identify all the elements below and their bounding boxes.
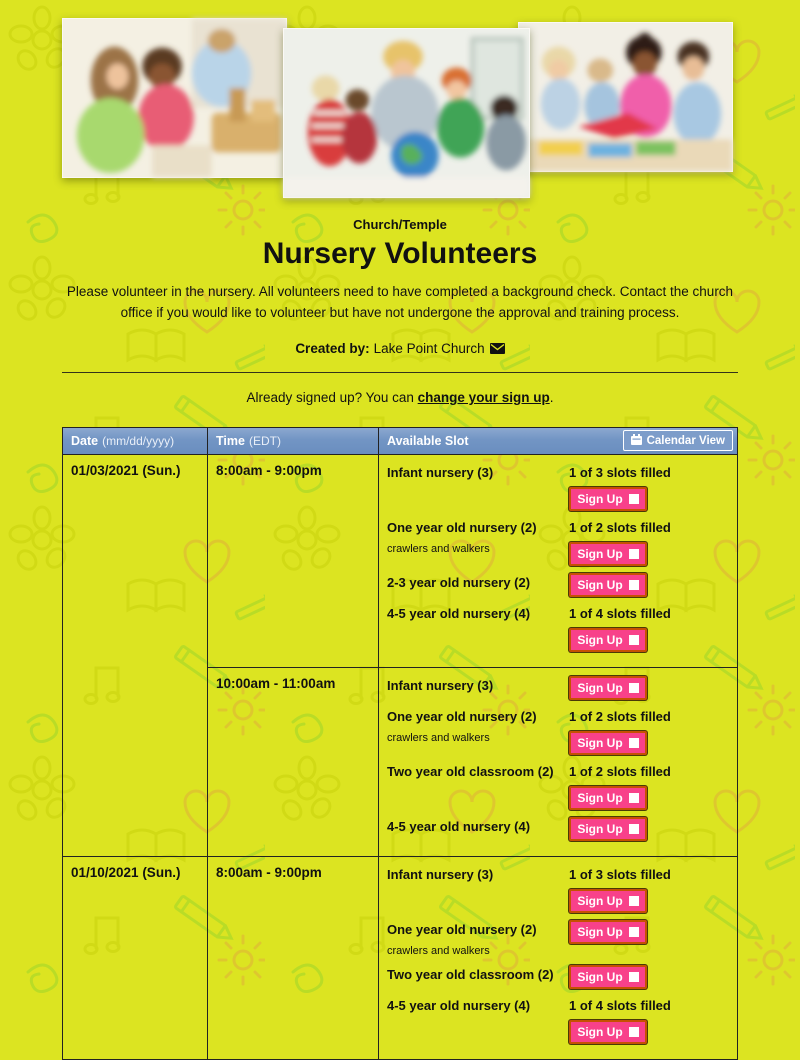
section-divider [62, 372, 738, 373]
table-body [63, 455, 737, 1059]
slot-actions [569, 518, 729, 566]
sign-up-button[interactable] [569, 965, 647, 989]
date-column-header [63, 428, 208, 454]
sign-up-label: Sign Up [577, 735, 623, 750]
slot-name: 4-5 year old nursery (4) [387, 997, 531, 1013]
time-zone-label: (EDT) [248, 433, 281, 448]
checkbox-icon [629, 793, 639, 803]
photo-strip [62, 0, 738, 205]
page-content [62, 0, 738, 1060]
slot-item [387, 676, 729, 700]
time-cell: 8:00am - 9:00pm [208, 857, 379, 1059]
sign-up-button[interactable] [569, 676, 647, 700]
slot-actions [569, 817, 729, 841]
slots-cell [379, 455, 737, 667]
sign-up-label: Sign Up [577, 577, 623, 592]
slot-info [387, 518, 569, 566]
slot-item [387, 920, 729, 958]
slot-item [387, 996, 729, 1044]
checkbox-icon [629, 635, 639, 645]
slot-name: One year old nursery (2) [387, 921, 537, 937]
date-format-label: (mm/dd/yyyy) [102, 433, 175, 448]
signed-up-prefix: Already signed up? You can [246, 389, 418, 405]
slot-actions [569, 920, 729, 958]
sign-up-label: Sign Up [577, 546, 623, 561]
sign-up-button[interactable] [569, 731, 647, 755]
sign-up-button[interactable] [569, 628, 647, 652]
checkbox-icon [629, 972, 639, 982]
email-icon[interactable] [490, 342, 505, 357]
slot-info [387, 676, 569, 700]
checkbox-icon [629, 1027, 639, 1037]
checkbox-icon [629, 738, 639, 748]
slot-info [387, 604, 569, 652]
slot-name: One year old nursery (2) [387, 519, 537, 535]
slot-info [387, 817, 569, 841]
sign-up-button[interactable] [569, 920, 647, 944]
calendar-view-button[interactable] [623, 430, 733, 451]
date-cell: 01/03/2021 (Sun.) [63, 455, 208, 856]
slots-cell [379, 857, 737, 1059]
slot-info [387, 573, 569, 597]
slot-actions [569, 573, 729, 597]
date-row [63, 856, 737, 1059]
time-header-label: Time [216, 433, 245, 448]
signed-up-suffix: . [549, 389, 554, 405]
checkbox-icon [629, 683, 639, 693]
slot-item [387, 463, 729, 511]
photo-children-doing-crafts [518, 22, 733, 172]
slot-item [387, 965, 729, 989]
timeslot-group [208, 857, 737, 1059]
sign-up-button[interactable] [569, 889, 647, 913]
slot-note: crawlers and walkers [387, 944, 490, 957]
change-sign-up-link[interactable]: change your sign up [417, 389, 550, 405]
slot-actions [569, 676, 729, 700]
slot-name: 4-5 year old nursery (4) [387, 818, 531, 834]
time-cell: 10:00am - 11:00am [208, 668, 379, 856]
checkbox-icon [629, 494, 639, 504]
sign-up-button[interactable] [569, 487, 647, 511]
slot-item [387, 762, 729, 810]
slots-filled-text: 1 of 2 slots filled [569, 763, 671, 779]
sign-up-label: Sign Up [577, 821, 623, 836]
checkbox-icon [629, 824, 639, 834]
slot-item [387, 518, 729, 566]
slot-name: 2-3 year old nursery (2) [387, 574, 531, 590]
slots-cell [379, 668, 737, 856]
slot-info [387, 762, 569, 810]
checkbox-icon [629, 580, 639, 590]
time-cell: 8:00am - 9:00pm [208, 455, 379, 667]
slot-info [387, 996, 569, 1044]
slot-info [387, 463, 569, 511]
created-by-name: Lake Point Church [373, 340, 485, 356]
photo-teacher-and-children-with-globe [283, 28, 530, 198]
date-row [63, 455, 737, 856]
slot-name: Two year old classroom (2) [387, 966, 554, 982]
slot-info [387, 707, 569, 755]
sign-up-button[interactable] [569, 786, 647, 810]
date-cell: 01/10/2021 (Sun.) [63, 857, 208, 1059]
sign-up-label: Sign Up [577, 924, 623, 939]
slot-actions [569, 463, 729, 511]
checkbox-icon [629, 896, 639, 906]
sign-up-label: Sign Up [577, 893, 623, 908]
date-header-label: Date [71, 433, 99, 448]
page-title: Nursery Volunteers [262, 237, 538, 270]
slot-name: Infant nursery (3) [387, 677, 494, 693]
timeslot-row [208, 857, 737, 1059]
sign-up-button[interactable] [569, 817, 647, 841]
timeslot-row [208, 455, 737, 667]
slot-note: crawlers and walkers [387, 731, 490, 744]
page-description: Please volunteer in the nursery. All volunteers need to have completed a background check. Contact the church office if you would like to volunteer but have not undergone the approval and training process. [66, 284, 734, 320]
slot-actions [569, 996, 729, 1044]
sign-up-label: Sign Up [577, 969, 623, 984]
slot-info [387, 920, 569, 958]
slot-item [387, 817, 729, 841]
slot-name: Infant nursery (3) [387, 866, 494, 882]
slots-filled-text: 1 of 3 slots filled [569, 866, 671, 882]
calendar-icon [631, 434, 642, 448]
slot-name: 4-5 year old nursery (4) [387, 605, 531, 621]
sign-up-button[interactable] [569, 573, 647, 597]
slot-actions [569, 707, 729, 755]
slots-filled-text: 1 of 4 slots filled [569, 605, 671, 621]
slot-name: Infant nursery (3) [387, 464, 494, 480]
sign-up-label: Sign Up [577, 790, 623, 805]
slot-column-header [379, 428, 737, 454]
slot-item [387, 604, 729, 652]
sign-up-label: Sign Up [577, 491, 623, 506]
slot-actions [569, 965, 729, 989]
created-by-line [62, 341, 738, 357]
slot-item [387, 707, 729, 755]
slot-actions [569, 762, 729, 810]
category-label: Church/Temple [353, 217, 447, 232]
slot-name: One year old nursery (2) [387, 708, 537, 724]
table-header-row [63, 428, 737, 455]
created-by-label: Created by: [295, 340, 370, 356]
slot-header-label: Available Slot [387, 433, 469, 448]
checkbox-icon [629, 927, 639, 937]
slot-item [387, 573, 729, 597]
slot-note: crawlers and walkers [387, 542, 490, 555]
sign-up-button[interactable] [569, 1020, 647, 1044]
sign-up-label: Sign Up [577, 680, 623, 695]
slots-filled-text: 1 of 4 slots filled [569, 997, 671, 1013]
slots-filled-text: 1 of 3 slots filled [569, 464, 671, 480]
signup-table [62, 427, 738, 1060]
slot-info [387, 865, 569, 913]
checkbox-icon [629, 549, 639, 559]
slot-actions [569, 604, 729, 652]
timeslot-row [208, 667, 737, 856]
slot-name: Two year old classroom (2) [387, 763, 554, 779]
timeslot-group [208, 455, 737, 856]
already-signed-up-line [62, 390, 738, 405]
slots-filled-text: 1 of 2 slots filled [569, 708, 671, 724]
calendar-view-label: Calendar View [646, 434, 725, 447]
slots-filled-text: 1 of 2 slots filled [569, 519, 671, 535]
slot-info [387, 965, 569, 989]
slot-item [387, 865, 729, 913]
sign-up-button[interactable] [569, 542, 647, 566]
time-column-header [208, 428, 379, 454]
slot-actions [569, 865, 729, 913]
sign-up-label: Sign Up [577, 1024, 623, 1039]
sign-up-label: Sign Up [577, 632, 623, 647]
photo-children-playing-with-blocks [62, 18, 287, 178]
